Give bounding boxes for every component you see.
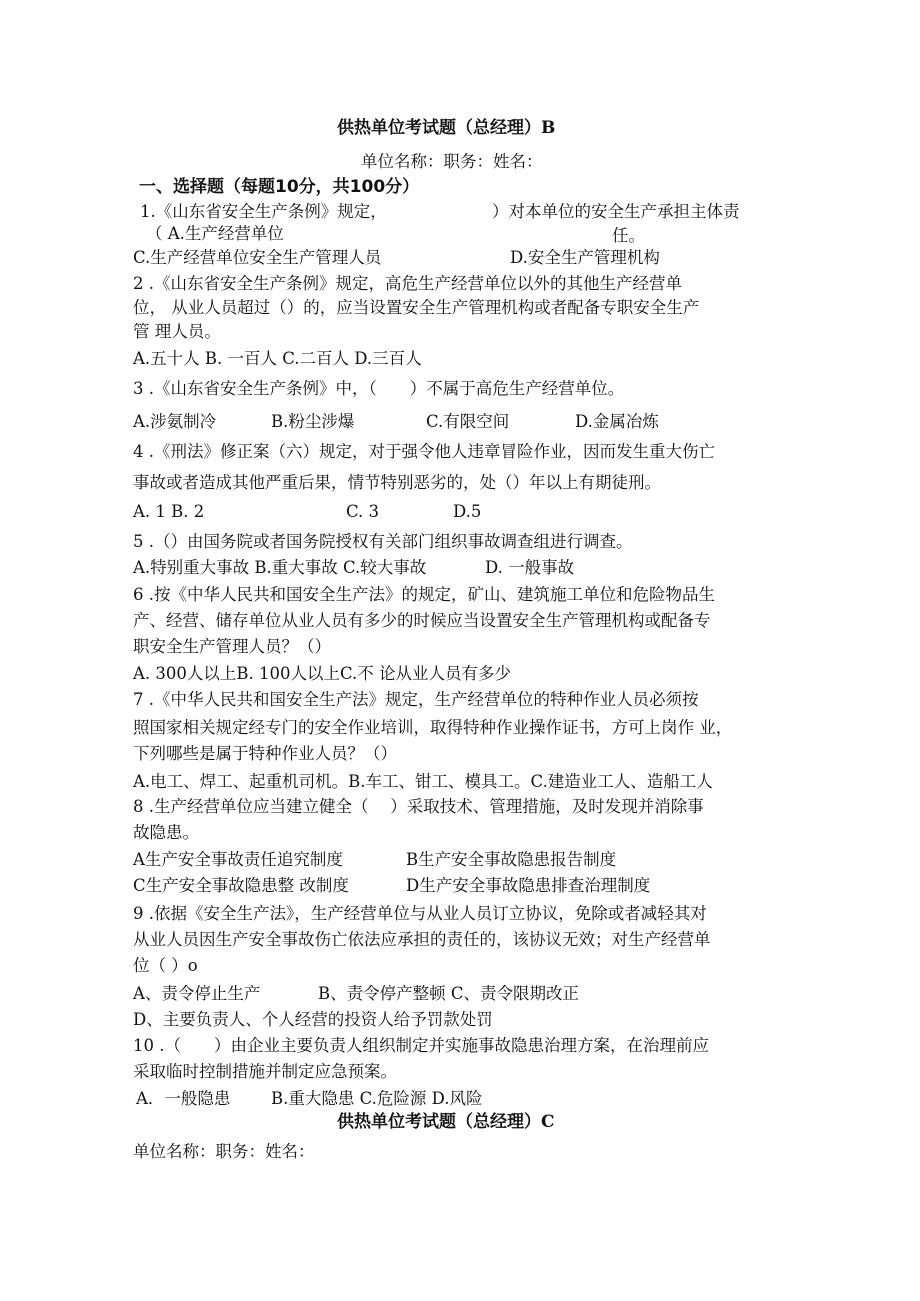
q5-options-abc: A.特别重大事故 B.重大事故 C.较大事故 bbox=[133, 558, 427, 577]
q3-option-a: A.涉氨制冷 bbox=[133, 412, 217, 431]
q9-options-bc: B、责令停产整顿 C、责令限期改正 bbox=[318, 984, 579, 1003]
q9-option-d: D、主要负责人、个人经营的投资人给予罚款处罚 bbox=[133, 1010, 493, 1029]
q5-option-d: D. 一般事故 bbox=[485, 558, 575, 577]
exam-b-title: 供热单位考试题（总经理）B bbox=[337, 118, 556, 138]
q1-option-a: （ A.生产经营单位 bbox=[146, 224, 284, 243]
q1-stem-left: 1.《山东省安全生产条例》规定， bbox=[140, 202, 387, 221]
q4-line-1: 4 .《刑法》修正案（六）规定，对于强令他人违章冒险作业，因而发生重大伤亡 bbox=[133, 442, 715, 461]
q2-line-2: 位， 从业人员超过（）的，应当设置安全生产管理机构或者配备专职安全生产 bbox=[133, 298, 700, 317]
q1-option-c: C.生产经营单位安全生产管理人员 bbox=[133, 248, 382, 267]
exam-b-info-line: 单位名称：职务：姓名： bbox=[361, 152, 543, 171]
exam-c-info-line: 单位名称：职务：姓名： bbox=[133, 1142, 315, 1161]
q8-option-c: C生产安全事故隐患整 改制度 bbox=[133, 876, 349, 895]
q7-line-3: 下列哪些是属于特种作业人员？（） bbox=[133, 744, 397, 763]
q8-line-1: 8 .生产经营单位应当建立健全（ ）采取技术、管理措施，及时发现并消除事 bbox=[133, 797, 704, 816]
q4-options-ab: A. 1 B. 2 bbox=[133, 502, 205, 521]
q7-options: A.电工、焊工、起重机司机。B.车工、钳工、模具工。C.建造业工人、造船工人 bbox=[133, 772, 713, 791]
q9-option-a: A、责令停止生产 bbox=[133, 984, 261, 1003]
q8-option-a: A生产安全事故责任追究制度 bbox=[133, 850, 343, 869]
q6-options: A. 300人以上B. 100人以上C.不 论从业人员有多少 bbox=[133, 664, 512, 683]
section-header: 一、选择题（每题10分，共100分） bbox=[139, 177, 420, 197]
q2-line-3: 管 理人员。 bbox=[133, 322, 221, 341]
q10-line-1: 10 .（ ）由企业主要负责人组织制定并实施事故隐患治理方案，在治理前应 bbox=[133, 1036, 709, 1055]
q10-options-bcd: B.重大隐患 C.危险源 D.风险 bbox=[271, 1089, 483, 1108]
q9-line-1: 9 .依据《安全生产法》，生产经营单位与从业人员订立协议，免除或者减轻其对 bbox=[133, 904, 707, 923]
q8-option-b: B生产安全事故隐患报告制度 bbox=[406, 850, 617, 869]
q2-line-1: 2 .《山东省安全生产条例》规定，高危生产经营单位以外的其他生产经营单 bbox=[133, 274, 682, 293]
q4-option-d: D.5 bbox=[453, 502, 482, 521]
q2-options: A.五十人 B. 一百人 C.二百人 D.三百人 bbox=[133, 349, 422, 368]
q3-option-b: B.粉尘涉爆 bbox=[271, 412, 355, 431]
q8-option-d: D生产安全事故隐患排查治理制度 bbox=[406, 876, 651, 895]
q1-stem-right: ）对本单位的安全生产承担主体责 bbox=[492, 202, 740, 221]
q1-stem-end: 任。 bbox=[612, 226, 645, 245]
q7-line-1: 7 .《中华人民共和国安全生产法》规定，生产经营单位的特种作业人员必须按 bbox=[133, 690, 699, 709]
q6-line-2: 产、经营、储存单位从业人员有多少的时候应当设置安全生产管理机构或配备专 bbox=[133, 611, 711, 630]
q4-option-c: C. 3 bbox=[346, 502, 380, 521]
q6-line-3: 职安全生产管理人员？（） bbox=[133, 637, 331, 656]
q10-line-2: 采取临时控制措施并制定应急预案。 bbox=[133, 1062, 397, 1081]
q1-option-d: D.安全生产管理机构 bbox=[510, 248, 660, 267]
q10-option-a: A．一般隐患 bbox=[136, 1089, 231, 1108]
q5-line-1: 5 .（）由国务院或者国务院授权有关部门组织事故调查组进行调查。 bbox=[133, 532, 633, 551]
q7-line-2: 照国家相关规定经专门的安全作业培训，取得特种作业操作证书，方可上岗作 业， bbox=[133, 718, 733, 737]
q3-line-1: 3 .《山东省安全生产条例》中，（ ）不属于高危生产经营单位。 bbox=[133, 379, 625, 398]
q6-line-1: 6 .按《中华人民共和国安全生产法》的规定，矿山、建筑施工单位和危险物品生 bbox=[133, 585, 715, 604]
q8-line-2: 故隐患。 bbox=[133, 823, 199, 842]
exam-c-title: 供热单位考试题（总经理）C bbox=[337, 1112, 555, 1132]
q4-line-2: 事故或者造成其他严重后果，情节特别恶劣的，处（）年以上有期徒刑。 bbox=[133, 473, 661, 492]
q3-option-c: C.有限空间 bbox=[426, 412, 510, 431]
q3-option-d: D.金属冶炼 bbox=[575, 412, 659, 431]
q9-line-3: 位（ ）o bbox=[133, 956, 198, 975]
q9-line-2: 从业人员因生产安全事故伤亡依法应承担的责任的，该协议无效；对生产经营单 bbox=[133, 930, 711, 949]
